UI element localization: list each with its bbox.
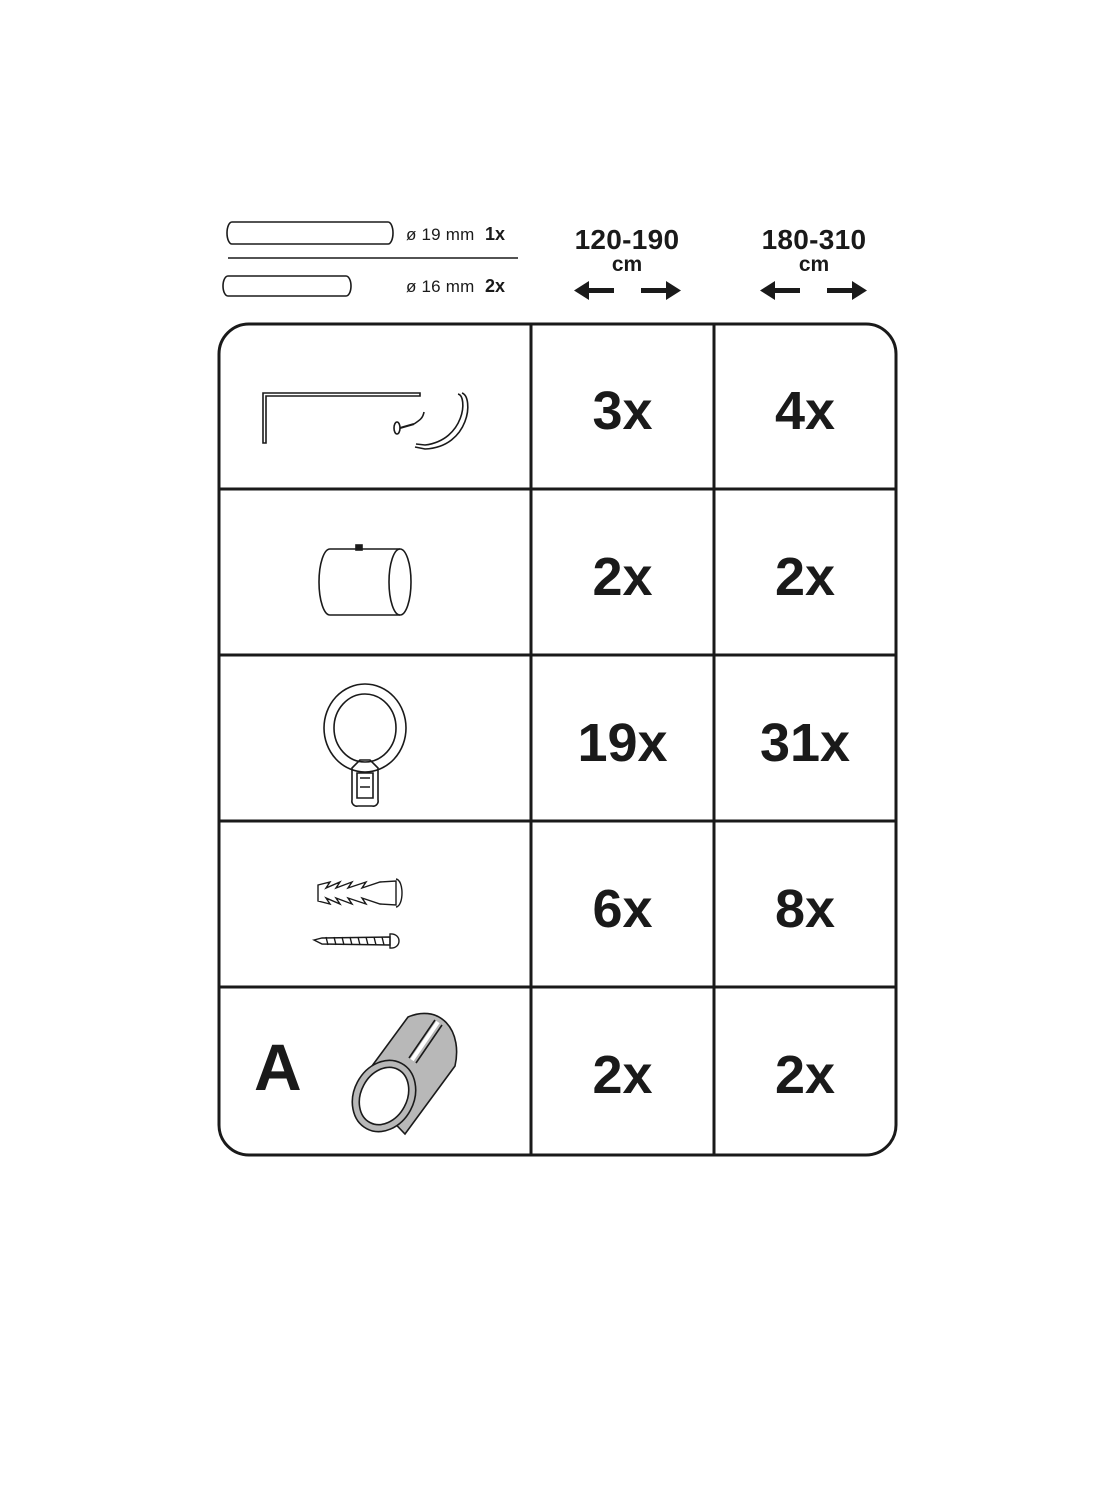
qty-bracket-large: 4x <box>774 381 836 441</box>
part-label-a: A <box>254 1030 302 1104</box>
qty-dowel-large: 8x <box>774 879 836 939</box>
qty-sleeve-small: 2x <box>592 1045 653 1105</box>
column-1-unit: cm <box>611 253 643 276</box>
rod-19mm-diameter: ø 19 mm <box>406 225 475 244</box>
column-2-unit: cm <box>798 253 830 276</box>
rod-16mm-qty: 2x <box>485 276 506 296</box>
column-header-1 <box>552 226 702 275</box>
dowel-screw-icon <box>314 879 402 948</box>
qty-ring-large: 31x <box>759 713 851 773</box>
qty-sleeve-large: 2x <box>774 1045 836 1105</box>
end-cap-icon <box>319 545 411 615</box>
column-2-range: 180-310 <box>761 224 867 255</box>
arrows-col1-icon <box>574 281 681 300</box>
qty-end-cap-small: 2x <box>592 547 653 607</box>
qty-bracket-small: 3x <box>592 381 653 441</box>
curtain-ring-icon <box>324 684 406 806</box>
qty-end-cap-large: 2x <box>774 547 836 607</box>
column-header-2 <box>739 226 889 275</box>
rod-19mm-qty: 1x <box>485 224 506 244</box>
rod-16mm-diameter: ø 16 mm <box>406 277 475 296</box>
qty-dowel-small: 6x <box>592 879 653 939</box>
bracket-icon <box>263 393 468 449</box>
connector-sleeve-icon <box>340 1013 456 1142</box>
arrows-col2-icon <box>760 281 867 300</box>
rod-19mm-icon <box>227 222 393 244</box>
column-1-range: 120-190 <box>574 224 680 255</box>
qty-ring-small: 19x <box>577 713 668 773</box>
rod-16mm-icon <box>223 276 351 296</box>
